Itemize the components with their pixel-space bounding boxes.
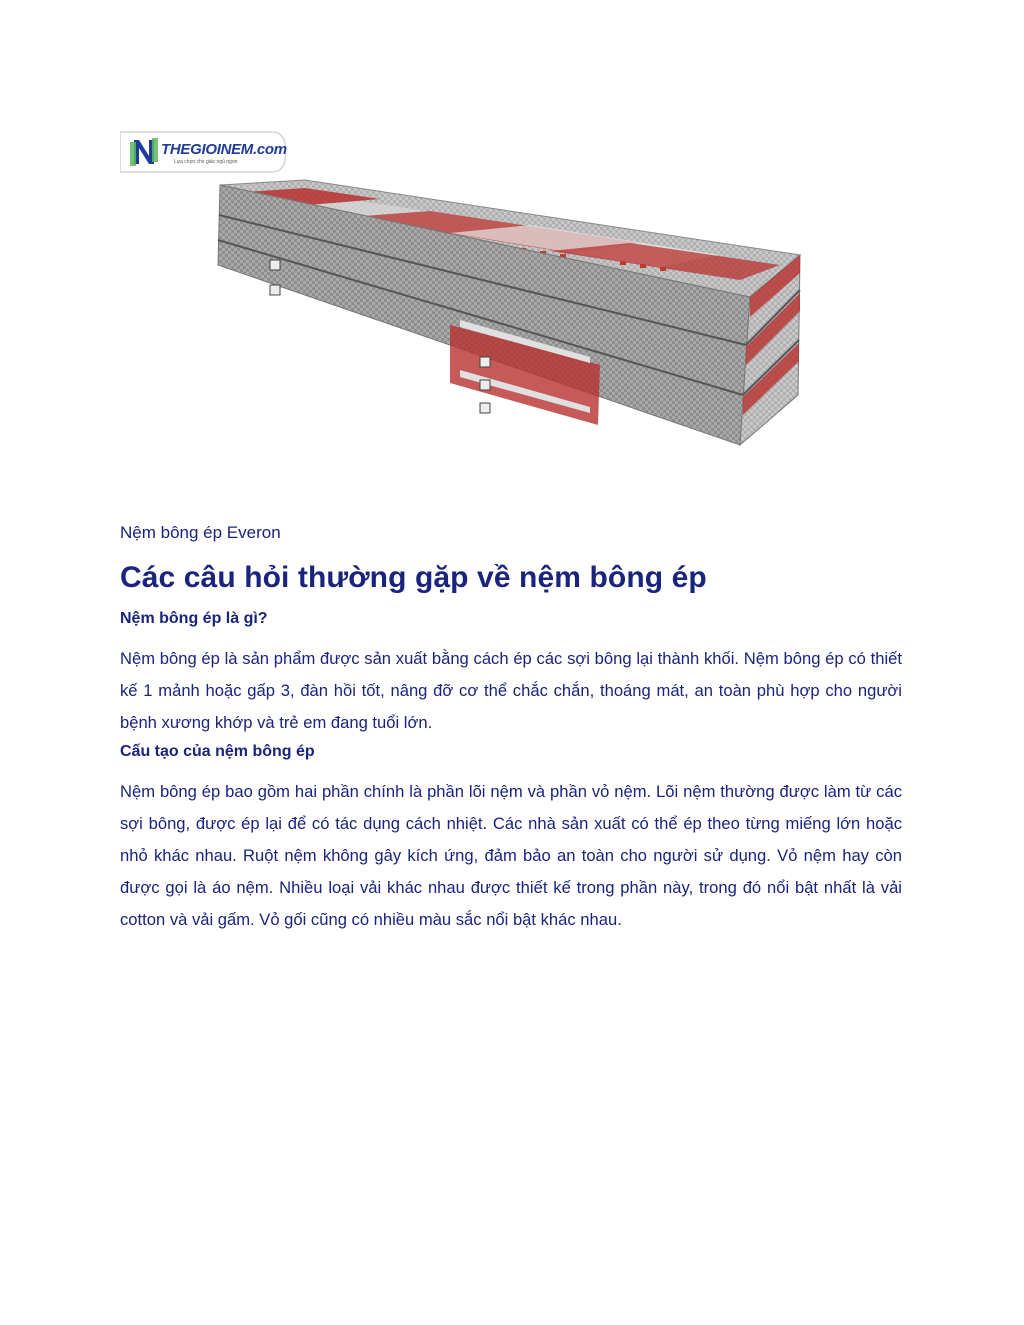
section-body-what-is: Nệm bông ép là sản phẩm được sản xuất bằng cách ép các sợi bông lại thành khối. Nệm bông ép có thiết kế 1 mảnh hoặc gấp 3, đàn hồi tốt, nâng đỡ cơ thể chắc chắn, thoáng mát, an toàn phù hợp cho người bệnh xương khớp và trẻ em đang tuổi lớn.	[120, 649, 902, 732]
logo-tagline: Lựa chọn cho giấc ngủ ngon	[174, 159, 238, 165]
article-title: Các câu hỏi thường gặp về nệm bông ép	[120, 561, 707, 594]
image-caption: Nệm bông ép Everon	[120, 523, 281, 542]
section-heading-structure: Cấu tạo của nệm bông ép	[120, 743, 315, 760]
section-body-structure: Nệm bông ép bao gồm hai phần chính là phần lõi nệm và phần vỏ nệm. Lõi nệm thường được làm từ các sợi bông, được ép lại để có tác dụng cách nhiệt. Các nhà sản xuất có thể ép theo từng miếng lớn hoặc nhỏ khác nhau. Ruột nệm không gây kích ứng, đảm bảo an toàn cho người sử dụng. Vỏ nệm hay còn được gọi là áo nệm. Nhiều loại vải khác nhau được thiết kế trong phần này, trong đó nổi bật nhất là vải cotton và vải gấm. Vỏ gối cũng có nhiều màu sắc nổi bật khác nhau.	[120, 782, 902, 929]
logo-brand-text: THEGIOINEM.com	[161, 141, 287, 158]
brand-logo[interactable]	[120, 128, 286, 176]
section-heading-what-is: Nệm bông ép là gì?	[120, 610, 268, 627]
